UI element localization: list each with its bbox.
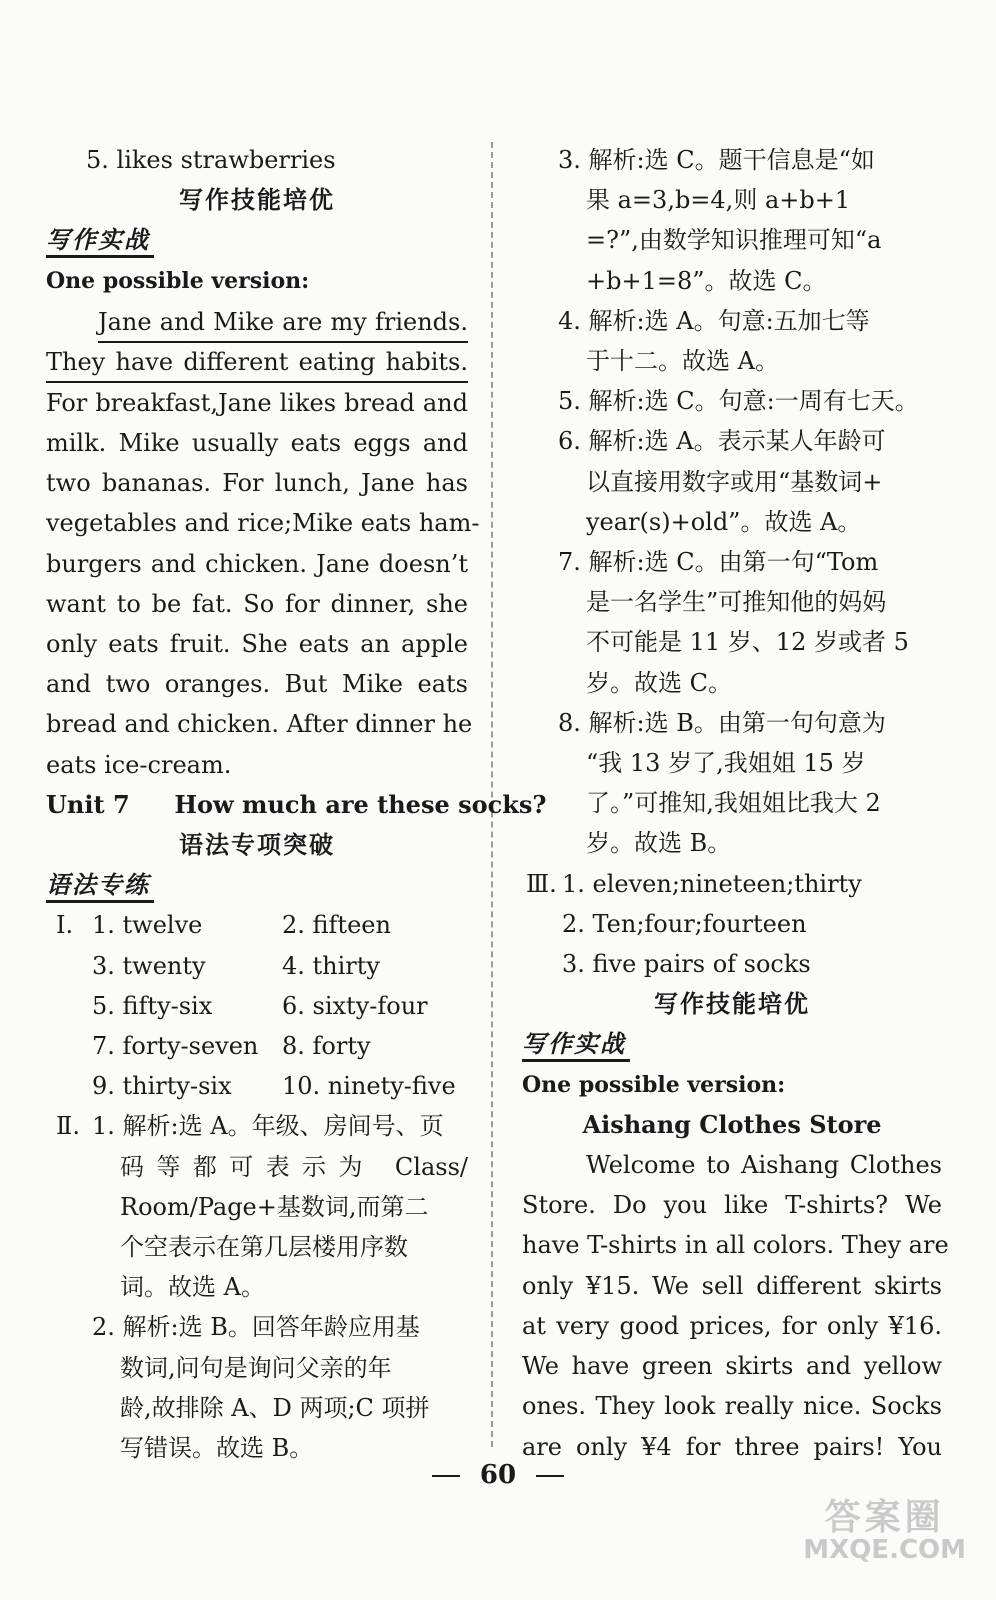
answer-item: 2. fifteen — [282, 911, 391, 940]
essay-line: only eats fruit. She eats an apple — [46, 630, 468, 659]
essay-line: burgers and chicken. Jane doesn’t — [46, 549, 468, 578]
answer-item: 4. thirty — [282, 951, 380, 980]
answer-row — [46, 905, 468, 945]
answer-row — [522, 864, 942, 904]
answer-item: 8. forty — [282, 1032, 371, 1061]
page-number: 60 — [479, 1460, 517, 1490]
roman-numeral-2: Ⅱ. — [56, 1112, 80, 1141]
essay-line: Welcome to Aishang Clothes — [586, 1151, 942, 1180]
answer-item: 2. Ten;four;fourteen — [562, 909, 807, 938]
store-title: Aishang Clothes Store — [582, 1109, 882, 1139]
analysis-line: 岁。故选 C。 — [586, 668, 732, 697]
page-number-footer — [0, 1460, 996, 1490]
answer-item: 6. sixty-four — [282, 991, 428, 1020]
essay-line: milk. Mike usually eats eggs and — [46, 429, 468, 458]
answer-row — [46, 1066, 468, 1106]
answer-item: 3. five pairs of socks — [562, 950, 811, 979]
answer-row — [46, 946, 468, 986]
essay-line: For breakfast,Jane likes bread and — [46, 388, 468, 417]
analysis-line: +b+1=8”。故选 C。 — [586, 266, 827, 295]
analysis-line: “我 13 岁了,我姐姐 15 岁 — [586, 749, 866, 778]
analysis-line: 果 a=3,b=4,则 a+b+1 — [586, 186, 851, 215]
analysis-line: 码等都可表示为 Class/ — [120, 1152, 468, 1181]
answer-item: 10. ninety-five — [282, 1072, 456, 1101]
subhead-grammar-practice: 语法专练 — [46, 870, 154, 903]
essay-line: two bananas. For lunch, Jane has — [46, 469, 468, 498]
essay-line: are only ¥4 for three pairs! You — [522, 1432, 942, 1461]
analysis-line: 4. 解析:选 A。句意:五加七等 — [558, 306, 870, 335]
underlined-sentence: They have different eating habits. — [46, 343, 468, 383]
essay-line: at very good prices, for only ¥16. — [522, 1311, 942, 1340]
essay-line: bread and chicken. After dinner he — [46, 710, 473, 739]
analysis-line: 1. 解析:选 A。年级、房间号、页 — [92, 1112, 444, 1141]
roman-numeral-1: Ⅰ. — [56, 911, 74, 940]
analysis-line: 3. 解析:选 C。题干信息是“如 — [558, 146, 875, 174]
dash-right — [536, 1475, 564, 1477]
site-watermark — [803, 1497, 966, 1566]
unit-title: How much are these socks? — [174, 789, 547, 819]
essay-line: and two oranges. But Mike eats — [46, 670, 468, 699]
analysis-line: 个空表示在第几层楼用序数 — [120, 1233, 408, 1262]
essay-line: have T-shirts in all colors. They are — [522, 1231, 949, 1260]
answer-item: 3. twenty — [92, 951, 206, 980]
section-title-writing: 写作技能培优 — [654, 989, 810, 1019]
subhead-writing-practice: 写作实战 — [522, 1029, 630, 1062]
watermark-text: 答案圈 — [824, 1497, 945, 1538]
right-column — [522, 140, 949, 1467]
analysis-line: 龄,故排除 A、D 两项;C 项拼 — [120, 1393, 430, 1422]
roman-numeral-3: Ⅲ. — [526, 869, 557, 898]
essay-line: only ¥15. We sell different skirts — [522, 1271, 942, 1300]
essay-line: Store. Do you like T-shirts? We — [522, 1191, 942, 1220]
analysis-line: 以直接用数字或用“基数词+ — [586, 467, 883, 496]
possible-version-label: One possible version: — [522, 1071, 786, 1098]
analysis-line: 岁。故选 B。 — [586, 829, 732, 858]
essay-line: ones. They look really nice. Socks — [522, 1392, 942, 1421]
analysis-line: 2. 解析:选 B。回答年龄应用基 — [92, 1313, 420, 1342]
watermark-domain: MXQE.COM — [803, 1535, 966, 1565]
possible-version-label: One possible version: — [46, 267, 310, 294]
analysis-line: 写错误。故选 B。 — [120, 1434, 314, 1463]
analysis-line: 于十二。故选 A。 — [586, 347, 779, 376]
subhead-writing-practice: 写作实战 — [46, 225, 154, 258]
answer-item: 5. fifty-six — [92, 991, 213, 1020]
unit-label: Unit 7 — [46, 789, 130, 819]
essay-line: vegetables and rice;Mike eats ham- — [46, 509, 480, 538]
section-title-grammar: 语法专项突破 — [179, 830, 335, 860]
analysis-line: 数词,问句是询问父亲的年 — [120, 1353, 392, 1382]
essay-line: want to be fat. So for dinner, she — [46, 589, 468, 618]
unit-heading — [46, 785, 547, 825]
analysis-line: 5. 解析:选 C。句意:一周有七天。 — [558, 387, 919, 416]
answer-item: 9. thirty-six — [92, 1072, 232, 1101]
answer-item: 7. forty-seven — [92, 1032, 259, 1061]
analysis-line: Room/Page+基数词,而第二 — [120, 1192, 429, 1221]
analysis-line: 6. 解析:选 A。表示某人年龄可 — [558, 427, 886, 456]
dash-left — [432, 1475, 460, 1477]
answer-5: 5. likes strawberries — [86, 146, 336, 174]
underlined-sentence: Jane and Mike are my friends. — [98, 303, 468, 343]
analysis-line: 8. 解析:选 B。由第一句句意为 — [558, 708, 886, 737]
analysis-line: 不可能是 11 岁、12 岁或者 5 — [586, 628, 909, 657]
answer-item: 1. twelve — [92, 911, 203, 940]
answer-row — [46, 986, 468, 1026]
answer-row — [46, 1026, 468, 1066]
analysis-line: =?”,由数学知识推理可知“a — [586, 226, 882, 255]
analysis-line: year(s)+old”。故选 A。 — [586, 507, 862, 536]
analysis-line: 词。故选 A。 — [120, 1273, 265, 1302]
analysis-item — [46, 1106, 468, 1146]
section-title-writing: 写作技能培优 — [179, 185, 335, 215]
analysis-line: 了。”可推知,我姐姐比我大 2 — [586, 789, 881, 818]
answer-item: 1. eleven;nineteen;thirty — [562, 869, 862, 898]
analysis-line: 是一名学生”可推知他的妈妈 — [586, 588, 887, 617]
essay-line: eats ice-cream. — [46, 750, 232, 779]
analysis-line: 7. 解析:选 C。由第一句“Tom — [558, 548, 879, 577]
essay-line: We have green skirts and yellow — [522, 1352, 942, 1381]
